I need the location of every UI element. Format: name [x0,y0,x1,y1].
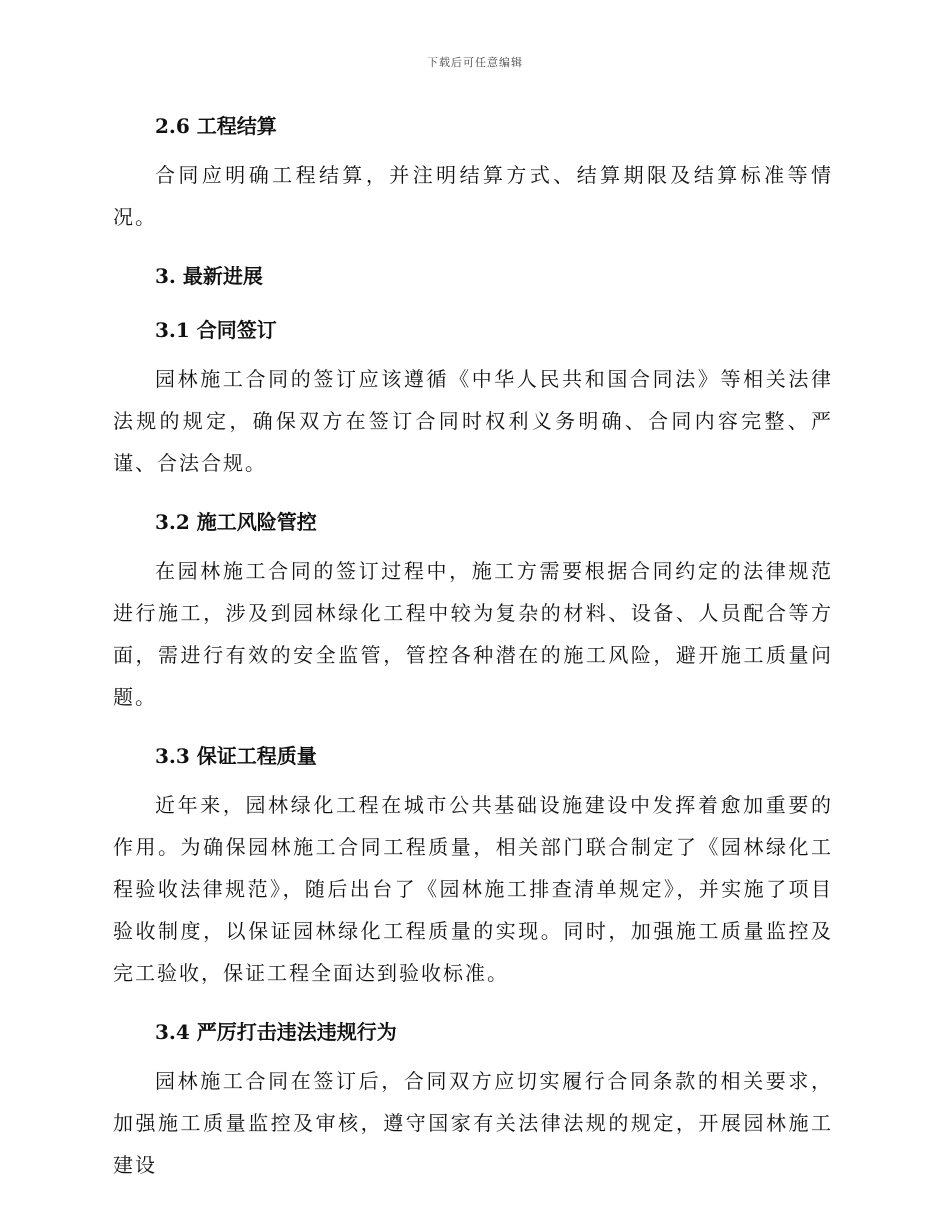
document-body [113,110,833,1186]
section-paragraph-3-3: 近年来，园林绿化工程在城市公共基础设施建设中发挥着愈加重要的作用。为确保园林施工合同工程质量，相关部门联合制定了《园林绿化工程验收法律规范》，随后出台了《园林施工排查清单规定》，并实施了项目验收制度，以保证园林绿化工程质量的实现。同时，加强施工质量监控及完工验收，保证工程全面达到验收标准。 [113,793,833,985]
section-paragraph-2-6: 合同应明确工程结算，并注明结算方式、结算期限及结算标准等情况。 [113,163,833,229]
section-heading-3-2: 3.2 施工风险管控 [155,510,317,534]
section-heading-3-4: 3.4 严厉打击违法违规行为 [155,1020,397,1044]
section-heading-3: 3. 最新进展 [155,264,263,288]
section-paragraph-3-2: 在园林施工合同的签订过程中，施工方需要根据合同约定的法律规范进行施工，涉及到园林绿化工程中较为复杂的材料、设备、人员配合等方面，需进行有效的安全监管，管控各种潜在的施工风险，避开施工质量问题。 [113,559,833,709]
page-header-note: 下载后可任意编辑 [427,56,523,69]
section-heading-3-1: 3.1 合同签订 [155,318,277,342]
section-paragraph-3-4: 园林施工合同在签订后，合同双方应切实履行合同条款的相关要求，加强施工质量监控及审核，遵守国家有关法律法规的规定，开展园林施工建设 [113,1069,833,1177]
section-heading-2-6: 2.6 工程结算 [155,114,277,138]
section-paragraph-3-1: 园林施工合同的签订应该遵循《中华人民共和国合同法》等相关法律法规的规定，确保双方在签订合同时权利义务明确、合同内容完整、严谨、合法合规。 [113,367,833,475]
section-heading-3-3: 3.3 保证工程质量 [155,744,317,768]
